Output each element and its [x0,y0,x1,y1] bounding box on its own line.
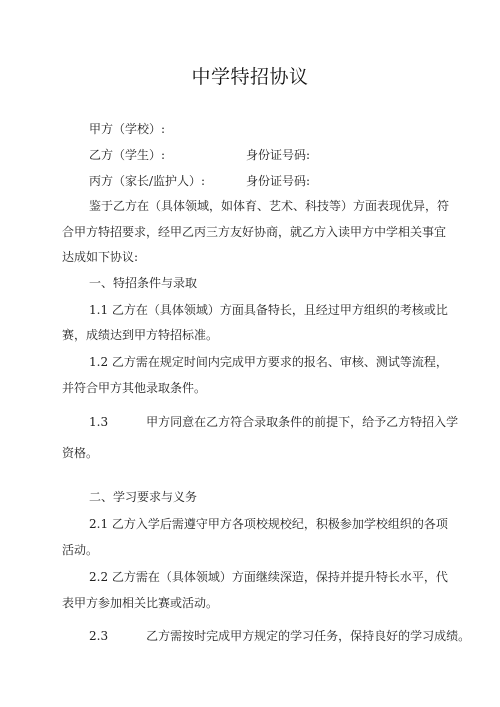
clause-2-1-line: 2.1 乙方入学后需遵守甲方各项校规校纪，积极参加学校组织的各项 [89,517,448,531]
clause-2-3-text: 乙方需按时完成甲方规定的学习任务，保持良好的学习成绩。 [146,629,471,643]
clause-1-3-text: 甲方同意在乙方符合录取条件的前提下，给予乙方特招入学 [146,415,459,429]
clause-2-3-number: 2.3 [89,629,109,643]
intro-line: 达成如下协议: [62,250,139,264]
document-title: 中学特招协议 [191,66,309,88]
party-c-line [89,173,419,189]
clause-2-1-line: 活动。 [62,543,99,557]
clause-1-2-line: 1.2 乙方需在规定时间内完成甲方要求的报名、审核、测试等流程， [89,355,448,369]
section-1-heading: 一、特招条件与录取 [89,276,198,290]
clause-2-2-line: 表甲方参加相关比赛或活动。 [62,596,219,610]
clause-1-1-line: 1.1 乙方在（具体领域）方面具备特长，且经过甲方组织的考核或比 [89,303,448,317]
intro-line: 鉴于乙方在（具体领域，如体育、艺术、科技等）方面表现优异，符 [89,199,450,213]
party-c-id-label: 身份证号码: [246,174,311,188]
clause-1-2-line: 并符合甲方其他录取条件。 [62,381,207,395]
clause-2-2-line: 2.2 乙方需在（具体领域）方面继续深造，保持并提升特长水平，代 [89,570,448,584]
clause-1-3-number: 1.3 [89,415,109,429]
party-b-label: 乙方（学生）: [89,148,166,162]
section-2-heading: 二、学习要求与义务 [89,490,198,504]
clause-1-3-line [89,414,458,430]
clause-2-3-line [89,628,470,644]
party-c-label: 丙方（家长/监护人）: [89,174,206,188]
clause-1-3-line: 资格。 [62,446,99,460]
party-b-id-label: 身份证号码: [246,148,311,162]
party-b-line [89,147,419,163]
party-a-line: 甲方（学校）: [89,122,166,136]
intro-line: 合甲方特招要求，经甲乙丙三方友好协商，就乙方入读甲方中学相关事宜 [62,225,447,239]
clause-1-1-line: 赛，成绩达到甲方特招标准。 [62,328,219,342]
